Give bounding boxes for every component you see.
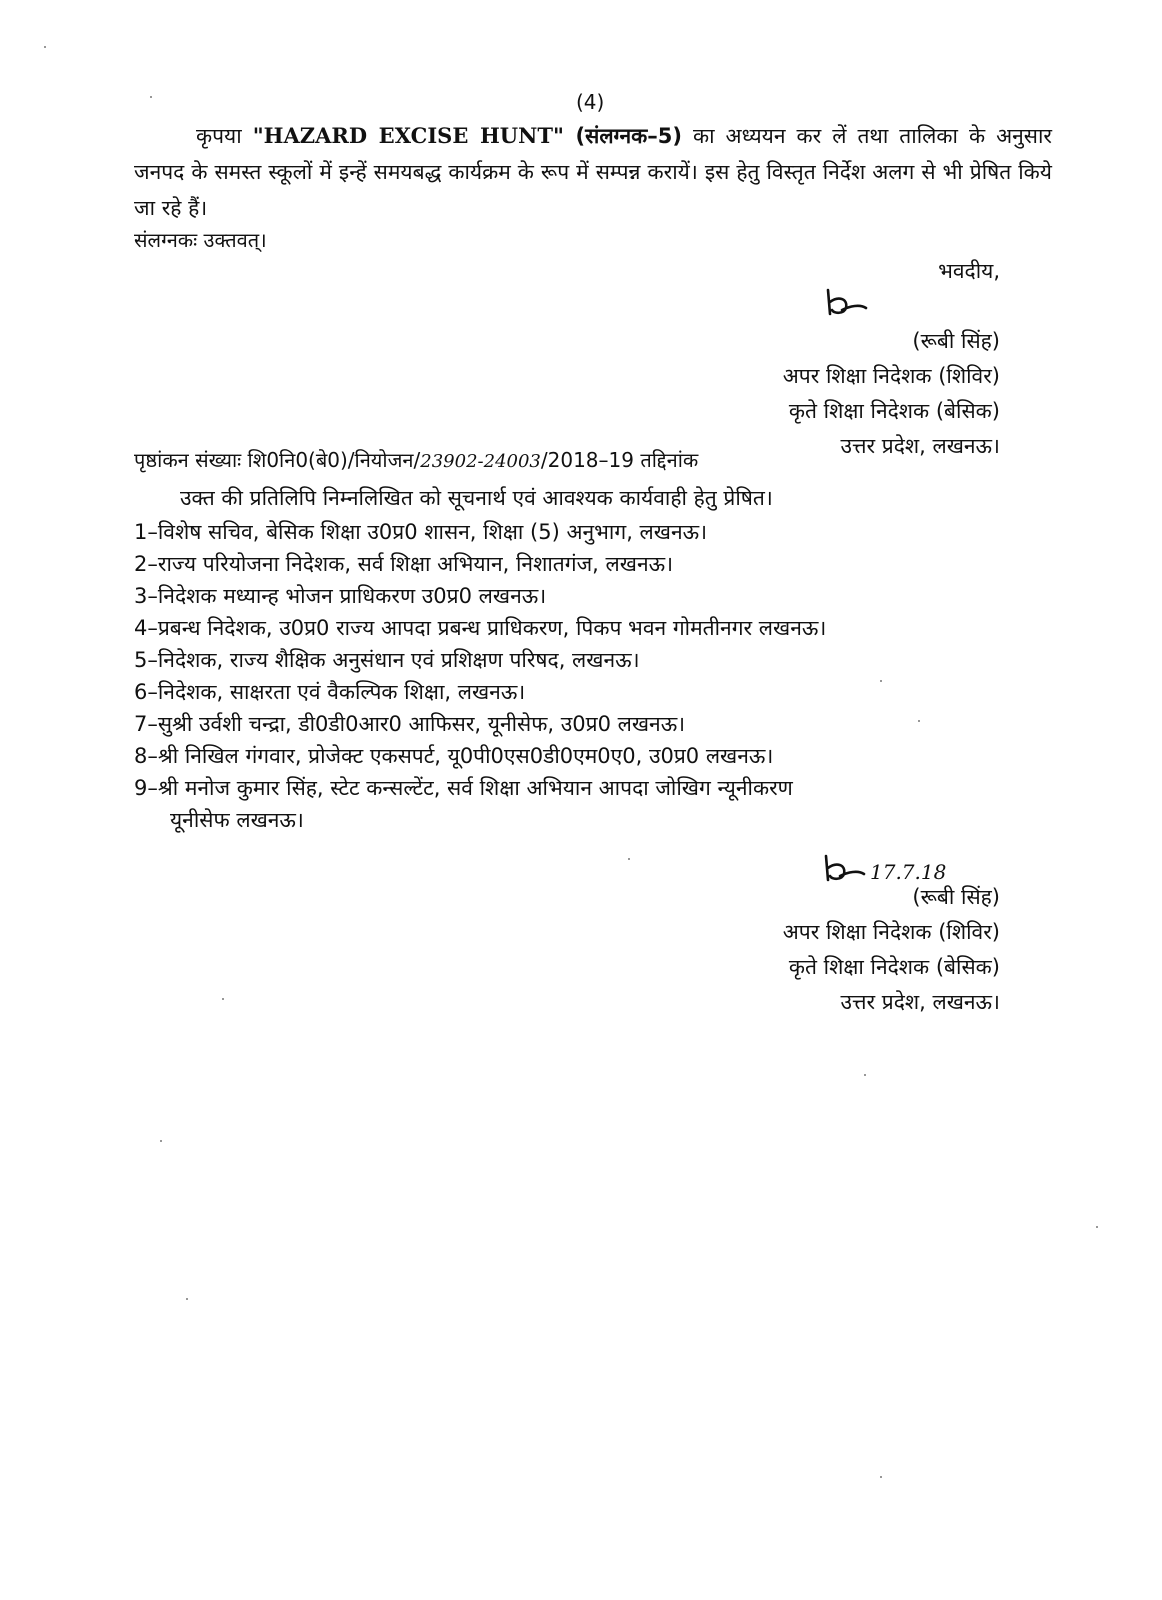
list-item: 6–निदेशक, साक्षरता एवं वैकल्पिक शिक्षा, लखनऊ। — [134, 680, 526, 704]
recipient-9-line1: 9–श्री मनोज कुमार सिंह, स्टेट कन्सल्टेंट, सर्व शिक्षा अभियान आपदा जोखिग न्यूनीकरण — [134, 776, 793, 800]
scan-speck — [186, 1298, 188, 1300]
signatory-for: कृते शिक्षा निदेशक (बेसिक) — [788, 399, 1000, 423]
scan-speck — [628, 858, 630, 860]
handwritten-signature-icon — [820, 286, 872, 320]
list-item: 7–सुश्री उर्वशी चन्द्रा, डी0डी0आर0 आफिसर, यूनीसेफ, उ0प्र0 लखनऊ। — [134, 712, 686, 736]
page-number: (4) — [576, 90, 605, 114]
para-post: का अध्ययन कर लें तथा तालिका के अनुसार जनपद के समस्त स्कूलों में इन्हें समयबद्ध कार्यक्रम के रूप में सम्पन्न करायें। इस हेतु विस्तृत निर्देश अलग से भी प्रेषित किये जा रहे हैं। — [134, 124, 1052, 220]
reference-prefix: पृष्ठांकन संख्याः शि0नि0(बे0)/नियोजन/ — [134, 448, 421, 472]
signatory-for: कृते शिक्षा निदेशक (बेसिक) — [788, 955, 1000, 979]
copy-forward-line: उक्त की प्रतिलिपि निम्नलिखित को सूचनार्थ एवं आवश्यक कार्यवाही हेतु प्रेषित। — [180, 486, 773, 510]
reference-suffix: /2018–19 तद्दिनांक — [540, 448, 699, 472]
scan-speck — [880, 680, 882, 682]
scan-speck — [918, 720, 920, 722]
reference-handwritten-number: 23902-24003 — [420, 451, 541, 472]
recipient-9-line2: यूनीसेफ लखनऊ। — [170, 808, 304, 832]
list-item: 1–विशेष सचिव, बेसिक शिक्षा उ0प्र0 शासन, शिक्षा (5) अनुभाग, लखनऊ। — [134, 520, 708, 544]
scan-speck — [44, 46, 46, 48]
signature-block-1 — [783, 254, 1000, 464]
hazard-title: "HAZARD EXCISE HUNT" — [252, 123, 564, 148]
list-item: 4–प्रबन्ध निदेशक, उ0प्र0 राज्य आपदा प्रबन्ध प्राधिकरण, पिकप भवन गोमतीनगर लखनऊ। — [134, 616, 827, 640]
signatory-name: (रूबी सिंह) — [912, 329, 1000, 353]
list-item: 8–श्री निखिल गंगवार, प्रोजेक्ट एकसपर्ट, यू0पी0एस0डी0एम0ए0, उ0प्र0 लखनऊ। — [134, 744, 774, 768]
list-item — [134, 772, 1052, 836]
signatory-place: उत्तर प्रदेश, लखनऊ। — [840, 990, 1000, 1014]
scan-speck — [880, 1476, 882, 1478]
signatory-designation: अपर शिक्षा निदेशक (शिविर) — [782, 920, 1000, 944]
scan-speck — [150, 96, 152, 98]
enclosure-note: संलग्नकः उक्तवत्। — [134, 228, 267, 252]
recipient-list — [134, 516, 1052, 836]
list-item: 5–निदेशक, राज्य शैक्षिक अनुसंधान एवं प्रशिक्षण परिषद, लखनऊ। — [134, 648, 640, 672]
para-pre: कृपया — [196, 124, 253, 148]
list-item: 2–राज्य परियोजना निदेशक, सर्व शिक्षा अभियान, निशातगंज, लखनऊ। — [134, 552, 674, 576]
reference-line — [134, 446, 698, 473]
list-item: 3–निदेशक मध्यान्ह भोजन प्राधिकरण उ0प्र0 लखनऊ। — [134, 584, 547, 608]
signatory-name: (रूबी सिंह) — [912, 885, 1000, 909]
scan-speck — [864, 1074, 866, 1076]
scan-speck — [222, 998, 224, 1000]
annex-ref: (संलग्नक–5) — [563, 124, 682, 148]
signatory-place: उत्तर प्रदेश, लखनऊ। — [840, 434, 1000, 458]
signature-block-2 — [783, 880, 1000, 1020]
closing-salutation: भवदीय, — [938, 259, 1000, 283]
scan-speck — [160, 1140, 162, 1142]
signatory-designation: अपर शिक्षा निदेशक (शिविर) — [782, 364, 1000, 388]
scan-speck — [1096, 1226, 1098, 1228]
instruction-paragraph — [134, 118, 1052, 226]
handwritten-date: 17.7.18 — [870, 860, 947, 884]
